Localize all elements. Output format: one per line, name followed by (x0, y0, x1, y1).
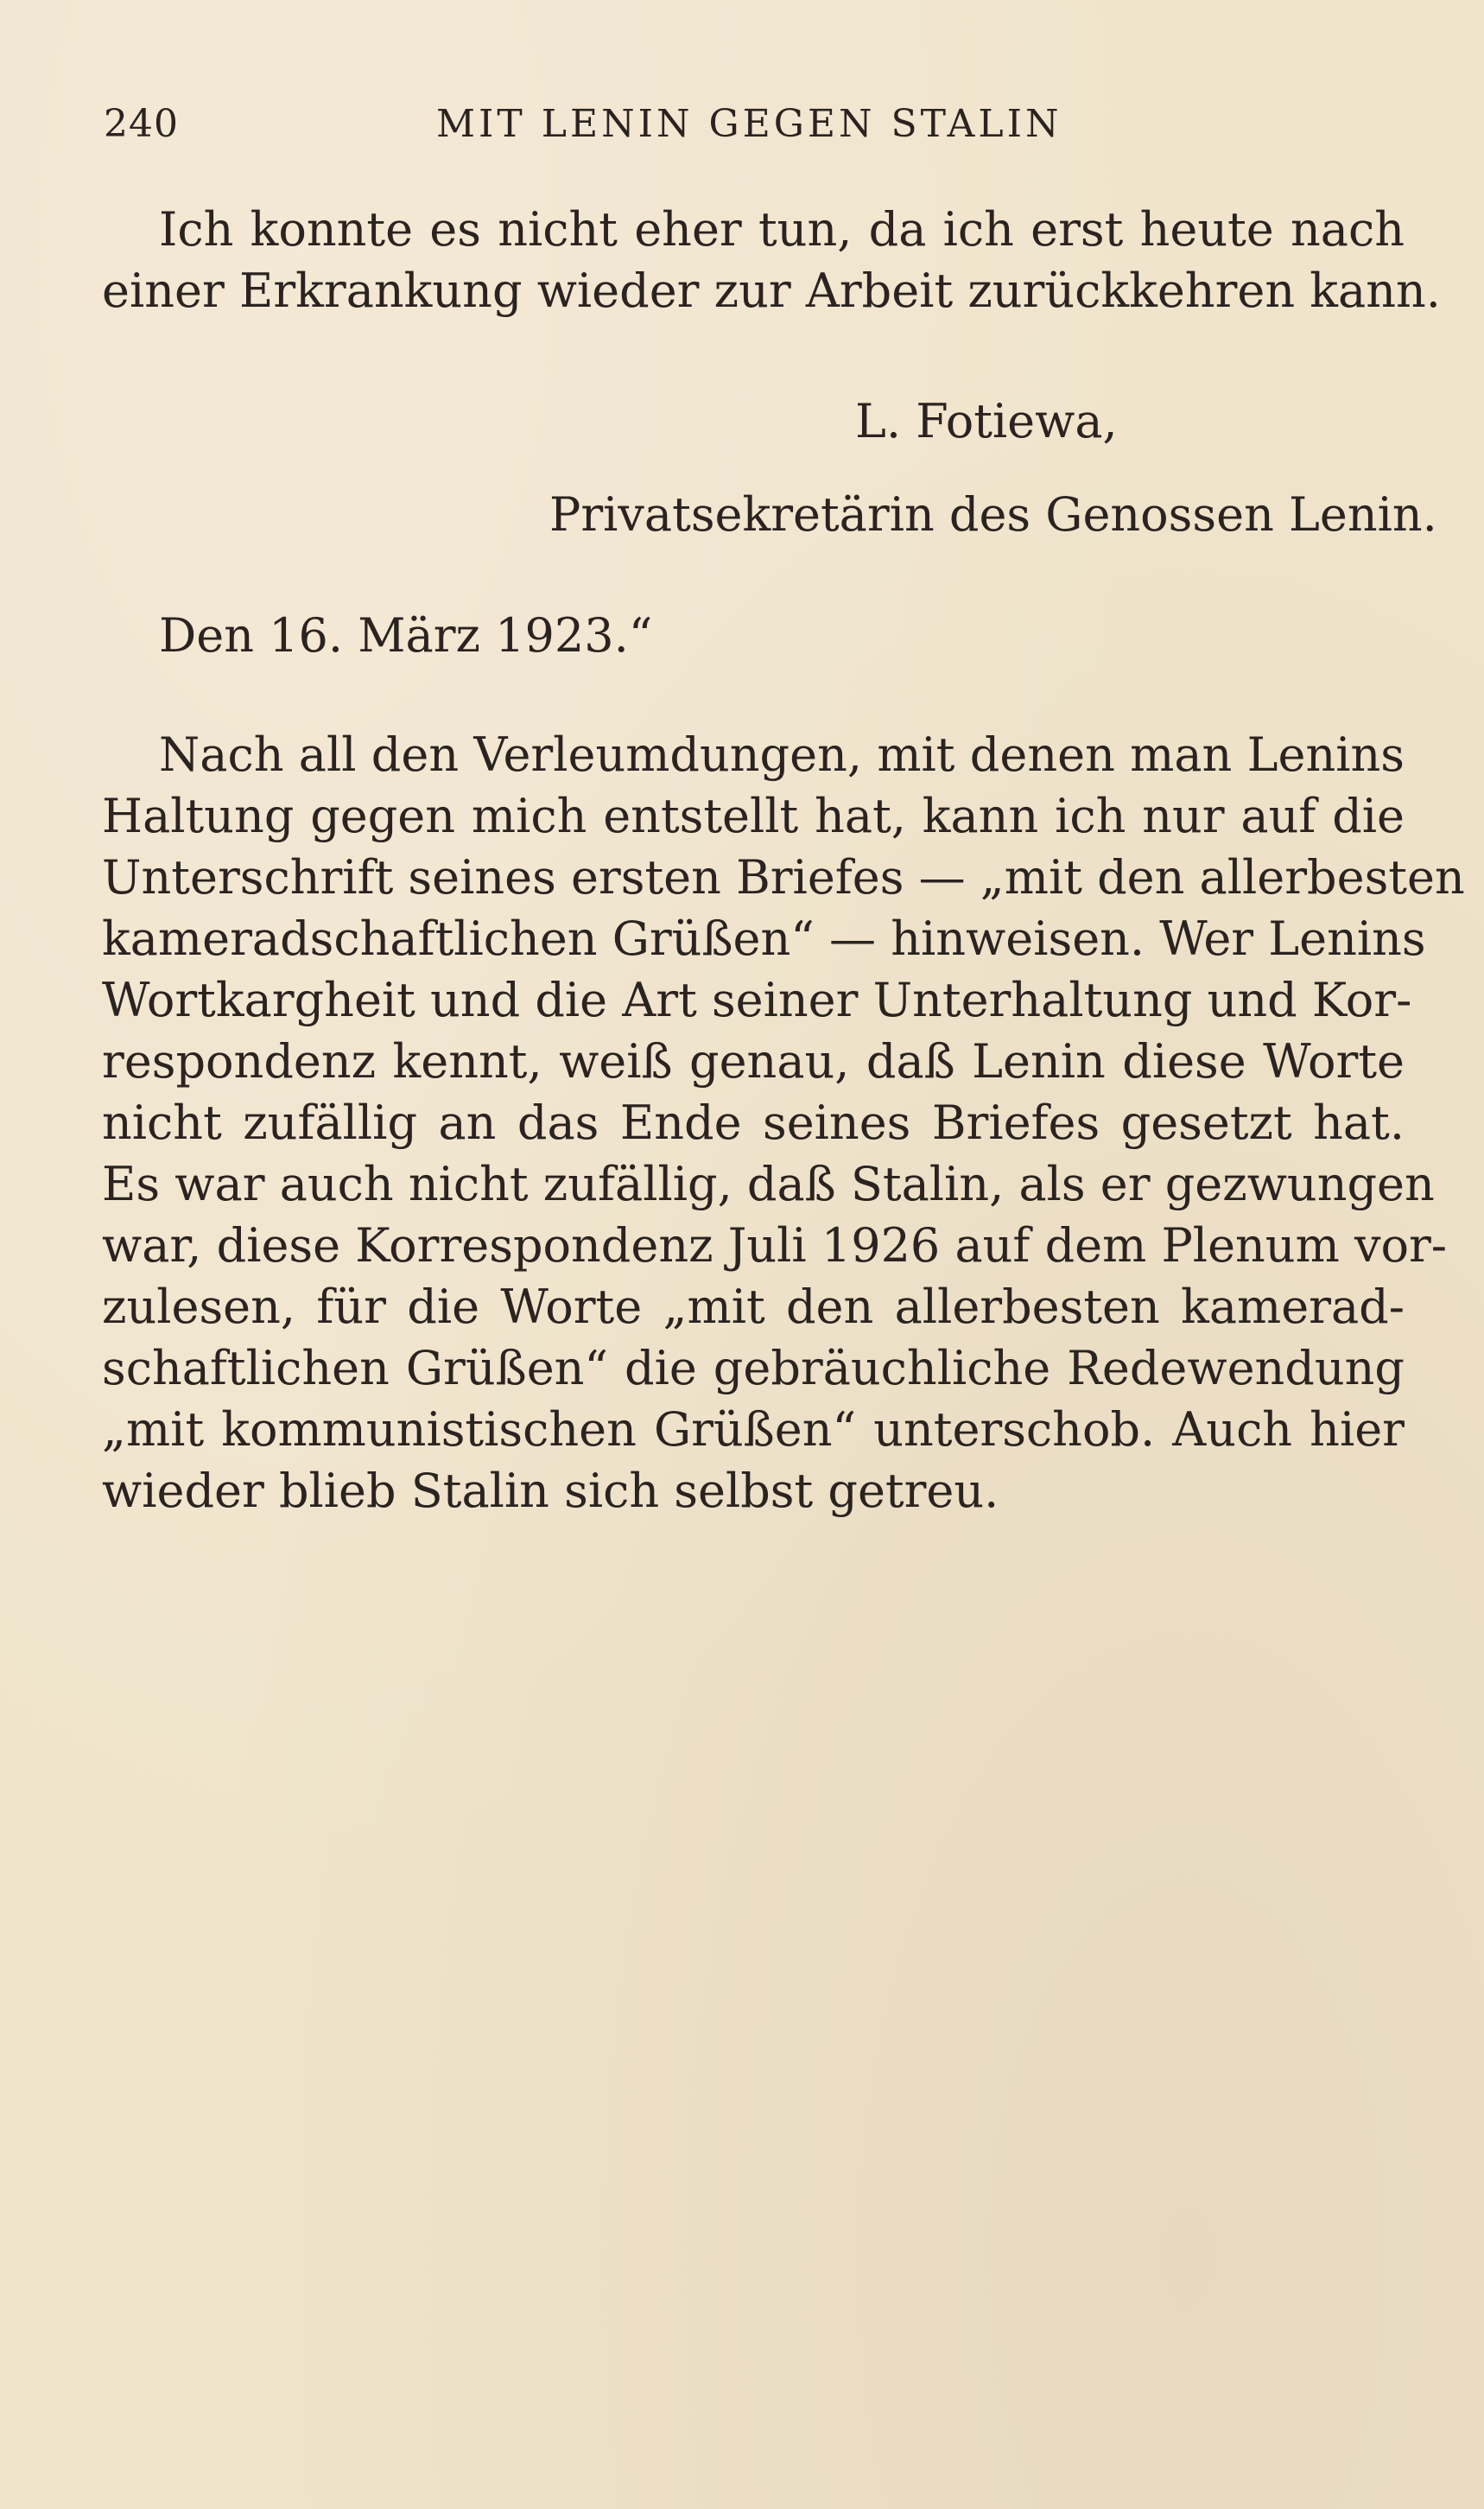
body-paragraph (102, 724, 1465, 1521)
text-line: zulesen, für die Worte „mit den allerbesten kamerad- (102, 1280, 1405, 1334)
text-line: einer Erkrankung wieder zur Arbeit zurückkehren kann. (102, 264, 1441, 318)
text-line: Haltung gegen mich entstellt hat, kann ich nur auf die (102, 789, 1405, 843)
text-line: kameradschaftlichen Grüßen“ — hinweisen. Wer Lenins (102, 911, 1426, 966)
running-title: MIT LENIN GEGEN STALIN (436, 102, 1062, 146)
text-line: Nach all den Verleumdungen, mit denen man Lenins (159, 727, 1405, 782)
text-line: war, diese Korrespondenz Juli 1926 auf dem Plenum vor- (102, 1218, 1448, 1273)
text-line: wieder blieb Stalin sich selbst getreu. (102, 1464, 999, 1518)
text-line: schaftlichen Grüßen“ die gebräuchliche Redewendung (102, 1341, 1405, 1395)
letter-date: Den 16. März 1923.“ (159, 608, 653, 663)
signature-name: L. Fotiewa, (855, 394, 1118, 448)
page-header (104, 102, 1399, 162)
text-line: nicht zufällig an das Ende seines Briefes gesetzt hat. (102, 1096, 1405, 1150)
text-line: „mit kommunistischen Grüßen“ unterschob. Auch hier (102, 1402, 1405, 1457)
letter-closing-text (102, 199, 1441, 321)
text-line: Es war auch nicht zufällig, daß Stalin, als er gezwungen (102, 1157, 1435, 1211)
text-line: Ich konnte es nicht eher tun, da ich erst heute nach (159, 202, 1405, 257)
text-line: respondenz kennt, weiß genau, daß Lenin diese Worte (102, 1034, 1405, 1089)
signature-title: Privatsekretärin des Genossen Lenin. (549, 487, 1437, 542)
page-number: 240 (104, 102, 179, 146)
text-line: Wortkargheit und die Art seiner Unterhaltung und Kor- (102, 973, 1412, 1027)
text-line: Unterschrift seines ersten Briefes — „mit den allerbesten (102, 850, 1465, 905)
